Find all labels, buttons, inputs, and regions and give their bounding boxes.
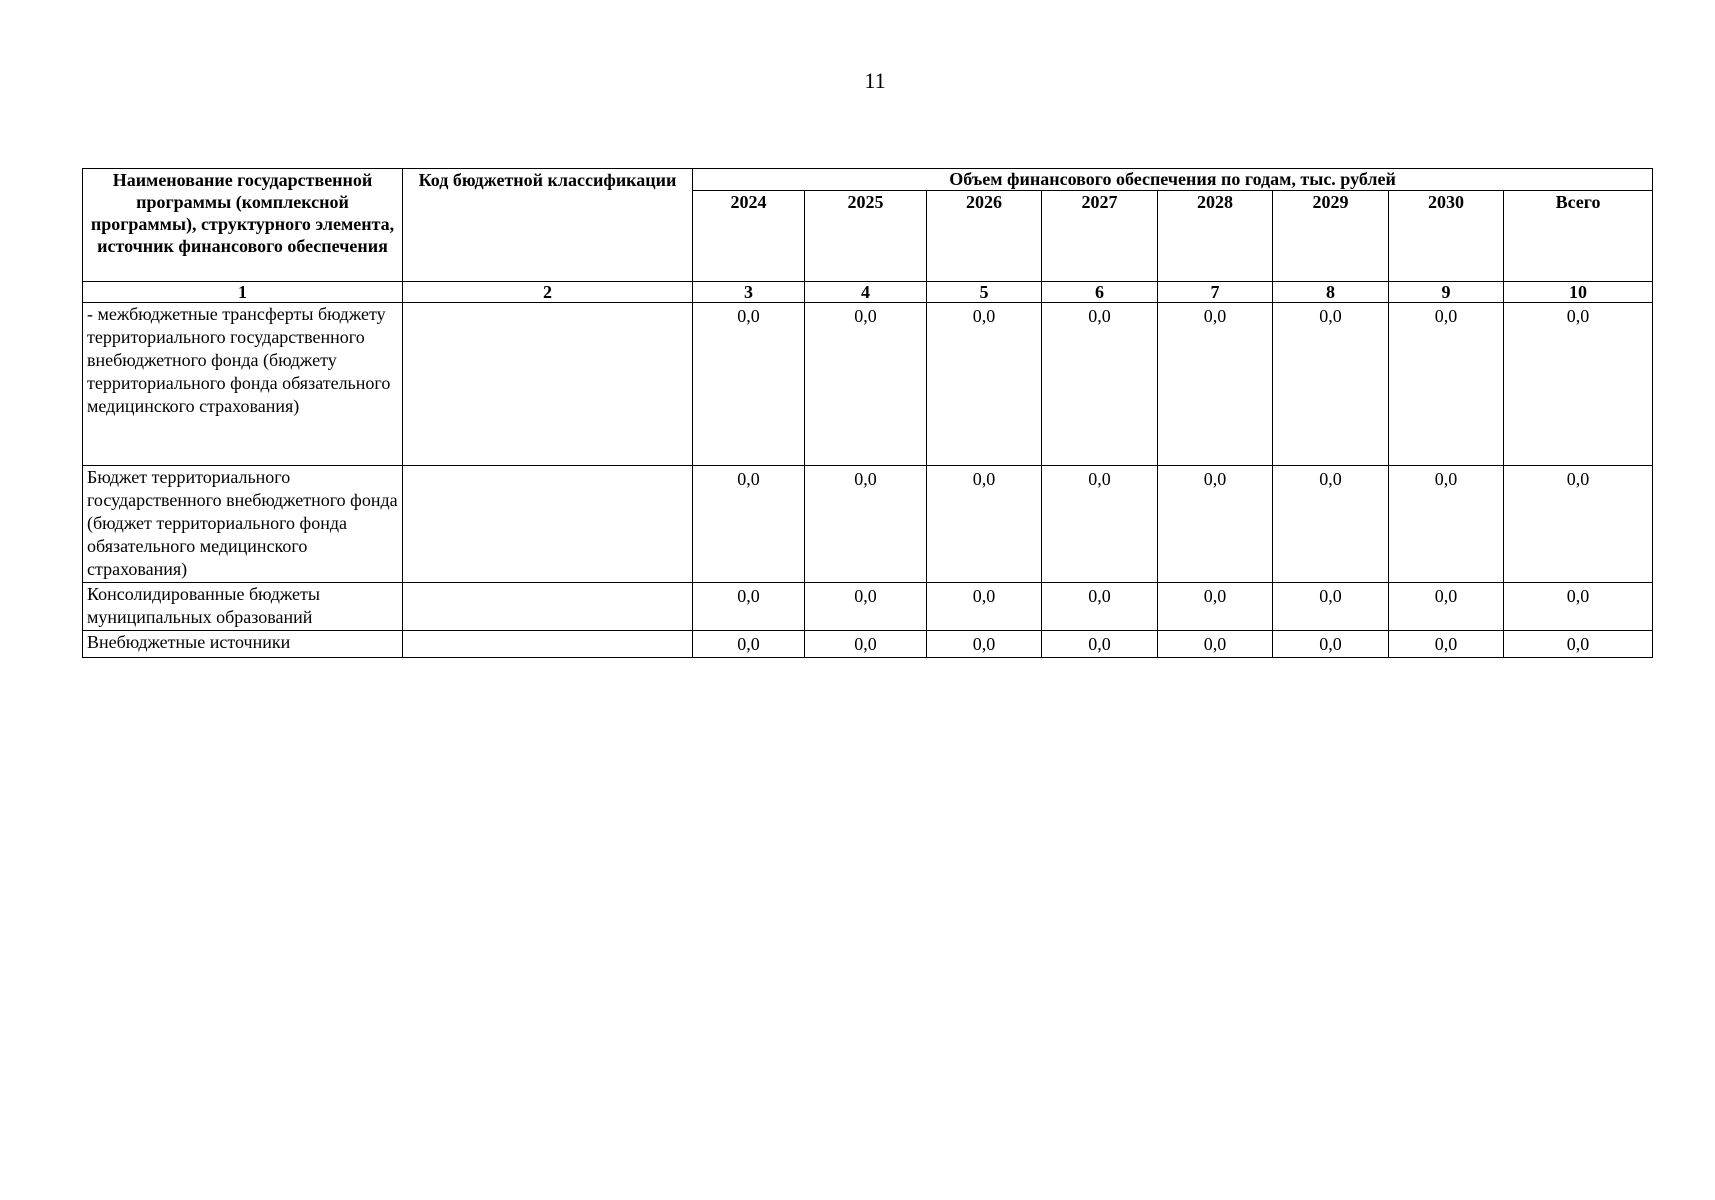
header-total: Всего bbox=[1504, 190, 1653, 281]
table-row bbox=[83, 466, 1653, 583]
table-row bbox=[83, 631, 1653, 658]
row-value: 0,0 bbox=[927, 583, 1042, 631]
row-total: 0,0 bbox=[1504, 631, 1653, 658]
row-name: - межбюджетные трансферты бюджету территориального государственного внебюджетного фонда (бюджету территориального фонда обязательного медицинского страхования) bbox=[83, 303, 403, 466]
column-number: 6 bbox=[1042, 282, 1158, 303]
column-number: 5 bbox=[927, 282, 1042, 303]
row-value: 0,0 bbox=[1042, 303, 1158, 466]
column-number: 7 bbox=[1158, 282, 1273, 303]
row-value: 0,0 bbox=[1389, 466, 1504, 583]
column-number: 1 bbox=[83, 282, 403, 303]
row-value: 0,0 bbox=[693, 583, 805, 631]
row-value: 0,0 bbox=[805, 466, 927, 583]
column-number: 10 bbox=[1504, 282, 1653, 303]
row-value: 0,0 bbox=[1042, 631, 1158, 658]
header-year: 2024 bbox=[693, 190, 805, 281]
row-value: 0,0 bbox=[1389, 303, 1504, 466]
row-total: 0,0 bbox=[1504, 466, 1653, 583]
financing-table bbox=[82, 168, 1653, 658]
header-code-column: Код бюджетной классификации bbox=[403, 169, 693, 282]
row-code bbox=[403, 631, 693, 658]
column-number: 3 bbox=[693, 282, 805, 303]
row-value: 0,0 bbox=[805, 631, 927, 658]
row-value: 0,0 bbox=[1042, 583, 1158, 631]
row-value: 0,0 bbox=[1158, 466, 1273, 583]
column-number: 4 bbox=[805, 282, 927, 303]
header-year: 2025 bbox=[805, 190, 927, 281]
row-value: 0,0 bbox=[927, 466, 1042, 583]
row-value: 0,0 bbox=[927, 631, 1042, 658]
header-year: 2029 bbox=[1273, 190, 1389, 281]
column-number: 8 bbox=[1273, 282, 1389, 303]
row-value: 0,0 bbox=[805, 583, 927, 631]
column-numbers-row bbox=[83, 282, 1653, 303]
row-value: 0,0 bbox=[1158, 631, 1273, 658]
row-name: Консолидированные бюджеты муниципальных образований bbox=[83, 583, 403, 631]
row-value: 0,0 bbox=[1389, 583, 1504, 631]
row-name: Внебюджетные источники bbox=[83, 631, 403, 658]
row-total: 0,0 bbox=[1504, 303, 1653, 466]
column-number: 9 bbox=[1389, 282, 1504, 303]
row-code bbox=[403, 583, 693, 631]
table-body bbox=[83, 282, 1653, 658]
row-value: 0,0 bbox=[805, 303, 927, 466]
row-code bbox=[403, 303, 693, 466]
row-total: 0,0 bbox=[1504, 583, 1653, 631]
row-value: 0,0 bbox=[693, 631, 805, 658]
row-name: Бюджет территориального государственного внебюджетного фонда (бюджет территориального фонда обязательного медицинского страхования) bbox=[83, 466, 403, 583]
row-value: 0,0 bbox=[693, 466, 805, 583]
column-number: 2 bbox=[403, 282, 693, 303]
header-year: 2028 bbox=[1158, 190, 1273, 281]
header-year: 2026 bbox=[927, 190, 1042, 281]
page-number: 11 bbox=[864, 68, 886, 93]
row-value: 0,0 bbox=[1273, 583, 1389, 631]
row-value: 0,0 bbox=[1273, 631, 1389, 658]
row-value: 0,0 bbox=[693, 303, 805, 466]
row-value: 0,0 bbox=[1273, 303, 1389, 466]
header-financing-group: Объем финансового обеспечения по годам, тыс. рублей bbox=[693, 169, 1653, 191]
row-value: 0,0 bbox=[1042, 466, 1158, 583]
table-row bbox=[83, 303, 1653, 466]
row-value: 0,0 bbox=[1158, 583, 1273, 631]
row-code bbox=[403, 466, 693, 583]
header-year: 2030 bbox=[1389, 190, 1504, 281]
table-row bbox=[83, 583, 1653, 631]
row-value: 0,0 bbox=[1389, 631, 1504, 658]
row-value: 0,0 bbox=[1273, 466, 1389, 583]
header-year: 2027 bbox=[1042, 190, 1158, 281]
row-value: 0,0 bbox=[927, 303, 1042, 466]
row-value: 0,0 bbox=[1158, 303, 1273, 466]
table-header bbox=[83, 169, 1653, 282]
header-name-column: Наименование государственной программы (комплексной программы), структурного элемента, источник финансового обеспечения bbox=[83, 169, 403, 282]
financing-table-container bbox=[82, 168, 1652, 658]
